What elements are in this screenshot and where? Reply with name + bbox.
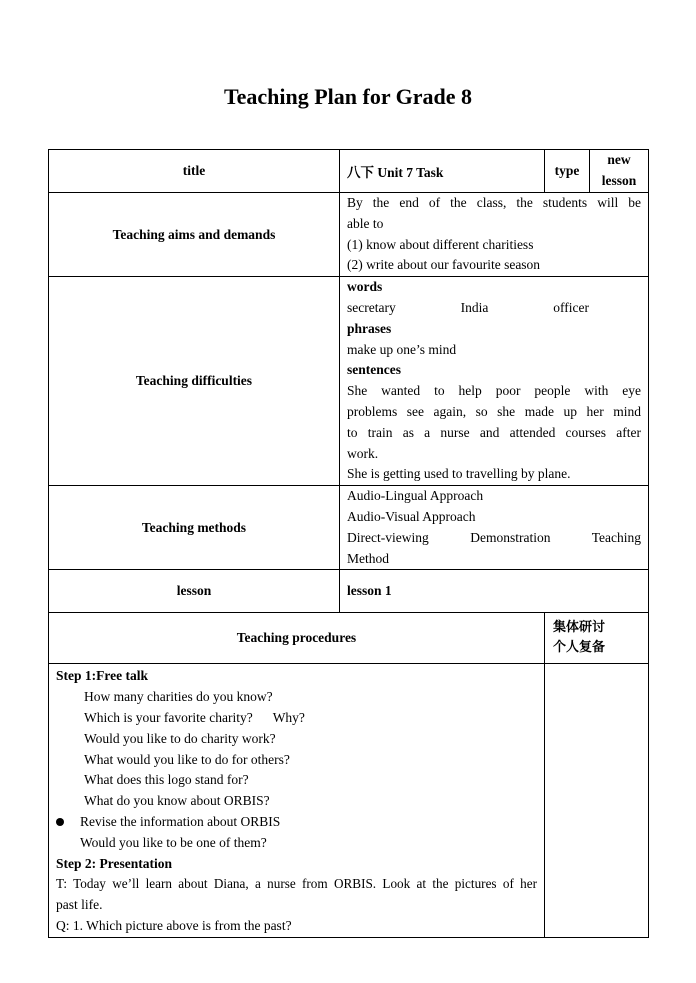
- word-item: India: [460, 300, 489, 315]
- teaching-plan-table: [48, 149, 649, 938]
- phrases-heading: phrases: [347, 320, 392, 336]
- bullet-icon: [56, 818, 64, 826]
- method-line: Audio-Visual Approach: [347, 508, 476, 524]
- side-label-line: 集体研讨: [553, 620, 606, 636]
- step1-question: What does this logo stand for?: [84, 772, 249, 788]
- words-heading: words: [347, 279, 383, 295]
- sentence-line: work.: [347, 445, 379, 461]
- method-line: Audio-Lingual Approach: [347, 488, 484, 504]
- difficulties-content: [340, 277, 649, 486]
- title-value: 八下 Unit 7 Task: [340, 150, 545, 193]
- lesson-row: [49, 570, 649, 613]
- difficulties-label: Teaching difficulties: [49, 277, 340, 486]
- step1-question: Which is your favorite charity? Why?: [84, 709, 305, 725]
- step2-heading: Step 2: Presentation: [56, 855, 172, 871]
- step1-question: How many charities do you know?: [84, 689, 273, 705]
- sentences-heading: sentences: [347, 362, 401, 378]
- method-line: Method: [347, 550, 389, 566]
- difficulties-row: [49, 277, 649, 486]
- procedures-notes-cell: [545, 664, 649, 937]
- aims-label: Teaching aims and demands: [49, 193, 340, 277]
- words-list: [347, 298, 641, 319]
- aims-line: able to: [347, 215, 384, 231]
- sentence-line: problems see again, so she made up her mind: [347, 403, 641, 419]
- aims-line: By the end of the class, the students will be: [347, 195, 641, 210]
- title-row: [49, 150, 649, 193]
- page-title: Teaching Plan for Grade 8: [223, 84, 473, 109]
- sentence-line: She wanted to help poor people with eye: [347, 383, 641, 399]
- phrases-text: make up one’s mind: [347, 341, 457, 357]
- lesson-label: lesson: [49, 570, 340, 613]
- lesson-value: lesson 1: [340, 570, 649, 613]
- step2-line: past life.: [56, 897, 103, 913]
- methods-row: [49, 486, 649, 570]
- word-item: officer: [553, 300, 589, 315]
- step1-question: What do you know about ORBIS?: [84, 793, 270, 809]
- procedures-side-label: [545, 613, 649, 664]
- step2-question: Q: 1. Which picture above is from the past?: [56, 917, 292, 933]
- bullet-item: [56, 812, 537, 833]
- procedures-label: Teaching procedures: [49, 613, 545, 664]
- methods-content: [340, 486, 649, 570]
- step1-question: What would you like to do for others?: [84, 751, 290, 767]
- method-line: Direct-viewing Demonstration Teaching: [347, 529, 641, 545]
- methods-label: Teaching methods: [49, 486, 340, 570]
- type-label: type: [545, 150, 590, 193]
- procedures-header-row: [49, 613, 649, 664]
- bullet-follow: Would you like to be one of them?: [80, 834, 267, 850]
- step1-question: Would you like to do charity work?: [84, 730, 276, 746]
- sentence-line: to train as a nurse and attended courses after: [347, 424, 641, 440]
- word-item: secretary: [347, 300, 396, 315]
- side-label-line: 个人复备: [553, 640, 606, 656]
- step1-heading: Step 1:Free talk: [56, 668, 148, 684]
- procedures-content-row: [49, 664, 649, 937]
- aims-row: [49, 193, 649, 277]
- aims-line: (1) know about different charitiess: [347, 236, 534, 252]
- sentence-line: She is getting used to travelling by plane.: [347, 466, 571, 482]
- type-value: new lesson: [590, 150, 649, 193]
- aims-line: (2) write about our favourite season: [347, 257, 541, 273]
- step2-line: T: Today we’ll learn about Diana, a nurse from ORBIS. Look at the pictures of her: [56, 876, 537, 892]
- bullet-text: Revise the information about ORBIS: [80, 813, 281, 829]
- aims-content: [340, 193, 649, 277]
- procedures-content: [49, 664, 545, 937]
- title-label: title: [49, 150, 340, 193]
